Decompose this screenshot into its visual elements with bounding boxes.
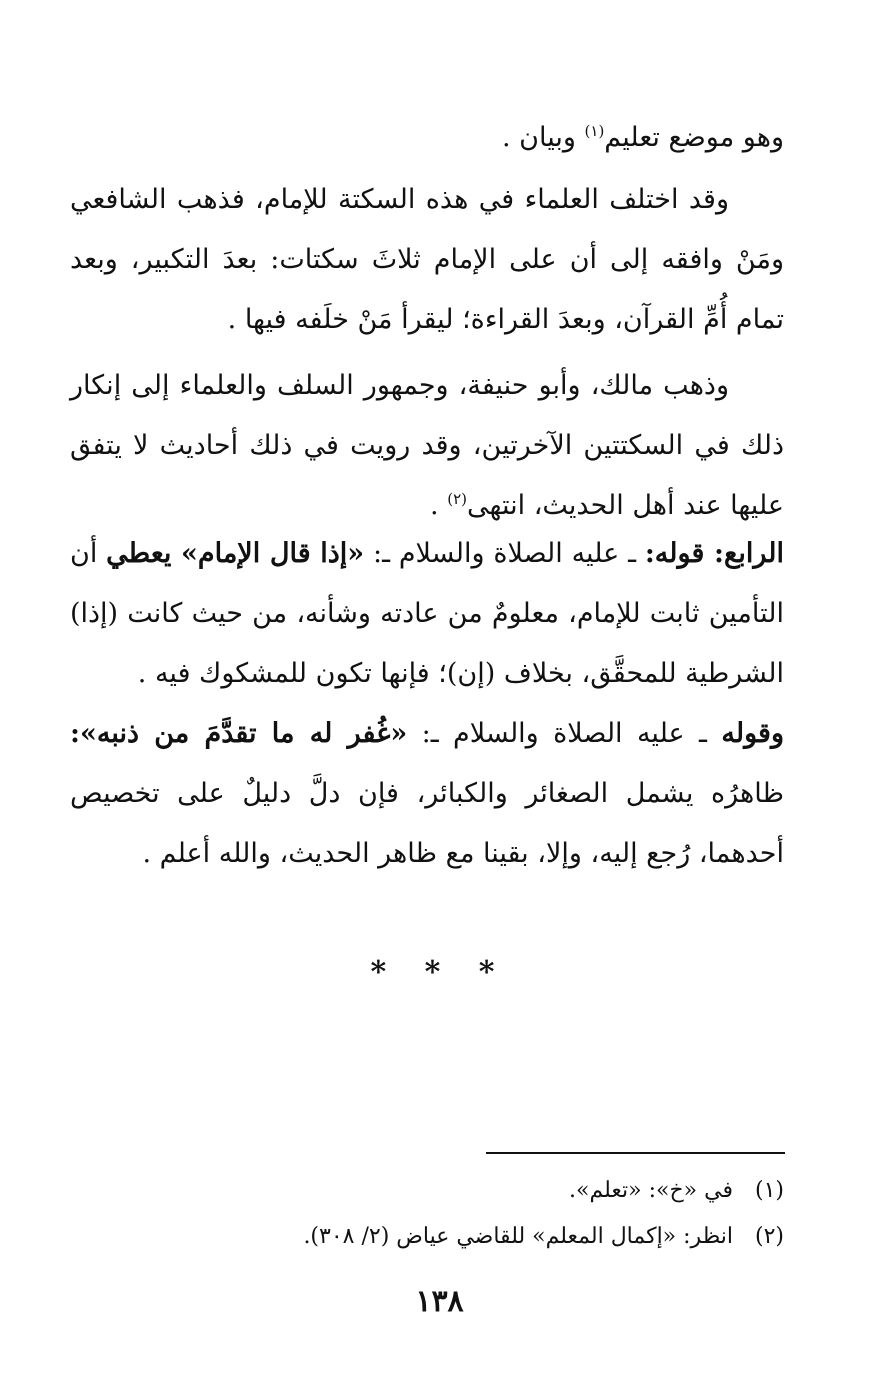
paragraph-5: [70, 704, 784, 884]
paragraph-1-text: وهو موضع تعليم: [604, 122, 784, 153]
paragraph-4: [70, 524, 784, 704]
footnote-divider: [486, 1152, 785, 1154]
footnote-1-text: في «خ»: «تعلم».: [569, 1178, 733, 1203]
footnote-1: [100, 1168, 784, 1214]
footnotes: [100, 1168, 784, 1260]
section-separator: * * *: [370, 955, 509, 990]
paragraph-4-lead: الرابع: قوله:: [644, 538, 784, 569]
paragraph-5-lead: وقوله: [721, 718, 784, 749]
paragraph-1: [70, 108, 784, 168]
paragraph-3: [70, 356, 784, 536]
footnote-ref-1: (١): [584, 122, 605, 140]
hadith-quote-1: «إذا قال الإمام» يعطي: [106, 538, 365, 569]
paragraph-2-text: وقد اختلف العلماء في هذه السكتة للإمام، فذهب الشافعي ومَنْ وافقه إلى أن على الإمام ثلاثَ سكتات: بعدَ التكبير، وبعد تمام أُمِّ القرآن، وبعدَ القراءة؛ ليقرأ مَنْ خلَفه فيها .: [70, 184, 784, 335]
footnote-2-number: (٢): [754, 1224, 784, 1249]
paragraph-5-rest: ظاهرُه يشمل الصغائر والكبائر، فإن دلَّ دليلٌ على تخصيص أحدهما، رُجع إليه، وإلا، بقينا مع ظاهر الحديث، والله أعلم .: [70, 778, 784, 869]
paragraph-1-tail: وبيان .: [502, 122, 585, 153]
page-number: ١٣٨: [415, 1284, 464, 1319]
footnote-2: [100, 1214, 784, 1260]
hadith-quote-2: «غُفر له ما تقدَّمَ من ذنبه»:: [70, 718, 408, 749]
paragraph-4-mid: ـ عليه الصلاة والسلام ـ:: [364, 538, 645, 569]
footnote-2-text: انظر: «إكمال المعلم» للقاضي عياض (٢/ ٣٠٨).: [303, 1224, 733, 1249]
paragraph-3-text: وذهب مالك، وأبو حنيفة، وجمهور السلف والعلماء إلى إنكار ذلك في السكتتين الآخرتين، وقد رويت في ذلك أحاديث لا يتفق عليها عند أهل الحديث، انتهى: [70, 370, 784, 521]
paragraph-5-mid: ـ عليه الصلاة والسلام ـ:: [407, 718, 722, 749]
paragraph-2: [70, 170, 784, 350]
paragraph-3-tail: .: [430, 490, 448, 521]
paragraph-4-rest: أن التأمين ثابت للإمام، معلومٌ من عادته وشأنه، من حيث كانت (إذا) الشرطية للمحقَّق، بخلاف (إن)؛ فإنها تكون للمشكوك فيه .: [70, 538, 784, 689]
footnote-1-number: (١): [754, 1178, 784, 1203]
footnote-ref-2: (٢): [447, 490, 467, 508]
